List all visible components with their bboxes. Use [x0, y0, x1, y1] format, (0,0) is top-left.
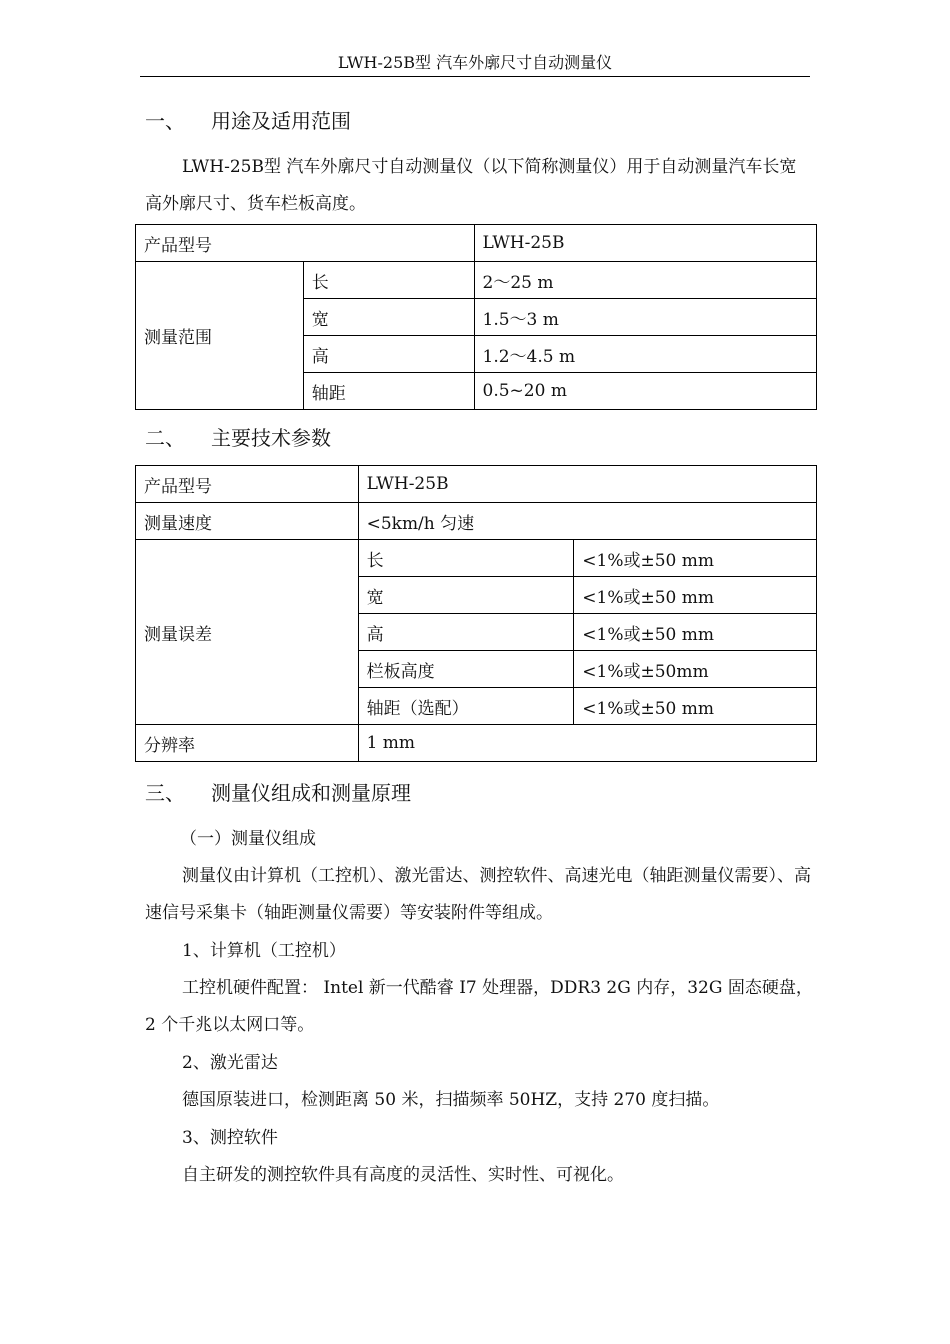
item-3-title: 3、测控软件 [182, 1128, 278, 1148]
error-item: 轴距（选配） [358, 688, 574, 725]
range-item: 高 [303, 336, 474, 373]
composition-paragraph [145, 858, 813, 932]
error-value: <1%或±50 mm [574, 614, 817, 651]
range-value: 0.5~20 m [474, 373, 816, 410]
spec-table [135, 465, 817, 762]
error-item: 宽 [358, 577, 574, 614]
model-label: 产品型号 [136, 225, 475, 262]
subsection-1-title: （一）测量仪组成 [180, 829, 316, 849]
table-row [136, 725, 817, 762]
composition-text: 测量仪由计算机（工控机）、激光雷达、测控软件、高速光电（轴距测量仪需要）、高速信号采集卡（轴距测量仪需要）等安装附件等组成。 [145, 866, 811, 923]
range-item: 长 [303, 262, 474, 299]
error-item: 高 [358, 614, 574, 651]
section-2-heading [145, 423, 331, 453]
item-1-text: 工控机硬件配置： Intel 新一代酷睿 I7 处理器，DDR3 2G 内存，32G 固态硬盘，2 个千兆以太网口等。 [145, 978, 813, 1035]
error-value: <1%或±50 mm [574, 688, 817, 725]
range-value: 2～25 m [474, 262, 816, 299]
table-row [136, 225, 817, 262]
item-1-title: 1、计算机（工控机） [182, 941, 346, 961]
speed-value: <5km/h 匀速 [358, 503, 816, 540]
error-value: <1%或±50mm [574, 651, 817, 688]
item-1-paragraph [145, 970, 813, 1044]
speed-label: 测量速度 [136, 503, 359, 540]
resolution-label: 分辨率 [136, 725, 359, 762]
table-row [136, 466, 817, 503]
range-value: 1.2～4.5 m [474, 336, 816, 373]
item-3-text: 自主研发的测控软件具有高度的灵活性、实时性、可视化。 [182, 1165, 624, 1185]
spec-model-label: 产品型号 [136, 466, 359, 503]
resolution-value: 1 mm [358, 725, 816, 762]
error-item: 长 [358, 540, 574, 577]
section-1-intro-text: LWH-25B型 汽车外廓尺寸自动测量仪（以下简称测量仪）用于自动测量汽车长宽高外廓尺寸、货车栏板高度。 [145, 157, 797, 214]
range-label: 测量范围 [136, 262, 304, 410]
section-3-number: 三、 [145, 781, 185, 805]
section-1-number: 一、 [145, 109, 185, 133]
model-value: LWH-25B [474, 225, 816, 262]
error-value: <1%或±50 mm [574, 540, 817, 577]
table-row [136, 540, 817, 577]
spec-model-value: LWH-25B [358, 466, 816, 503]
section-1-intro [145, 149, 813, 223]
error-item: 栏板高度 [358, 651, 574, 688]
section-3-heading [145, 778, 411, 808]
range-value: 1.5～3 m [474, 299, 816, 336]
section-2-title: 主要技术参数 [211, 426, 331, 450]
item-2-title: 2、激光雷达 [182, 1053, 278, 1073]
range-item: 轴距 [303, 373, 474, 410]
table-row [136, 503, 817, 540]
range-table [135, 224, 817, 410]
item-2-text: 德国原装进口，检测距离 50 米，扫描频率 50HZ，支持 270 度扫描。 [182, 1090, 720, 1110]
range-item: 宽 [303, 299, 474, 336]
section-2-number: 二、 [145, 426, 185, 450]
section-1-title: 用途及适用范围 [211, 109, 351, 133]
section-1-heading [145, 106, 351, 136]
error-label: 测量误差 [136, 540, 359, 725]
section-3-title: 测量仪组成和测量原理 [211, 781, 411, 805]
table-row [136, 262, 817, 299]
error-value: <1%或±50 mm [574, 577, 817, 614]
page-header: LWH-25B型 汽车外廓尺寸自动测量仪 [337, 53, 613, 72]
header-rule [140, 76, 810, 77]
